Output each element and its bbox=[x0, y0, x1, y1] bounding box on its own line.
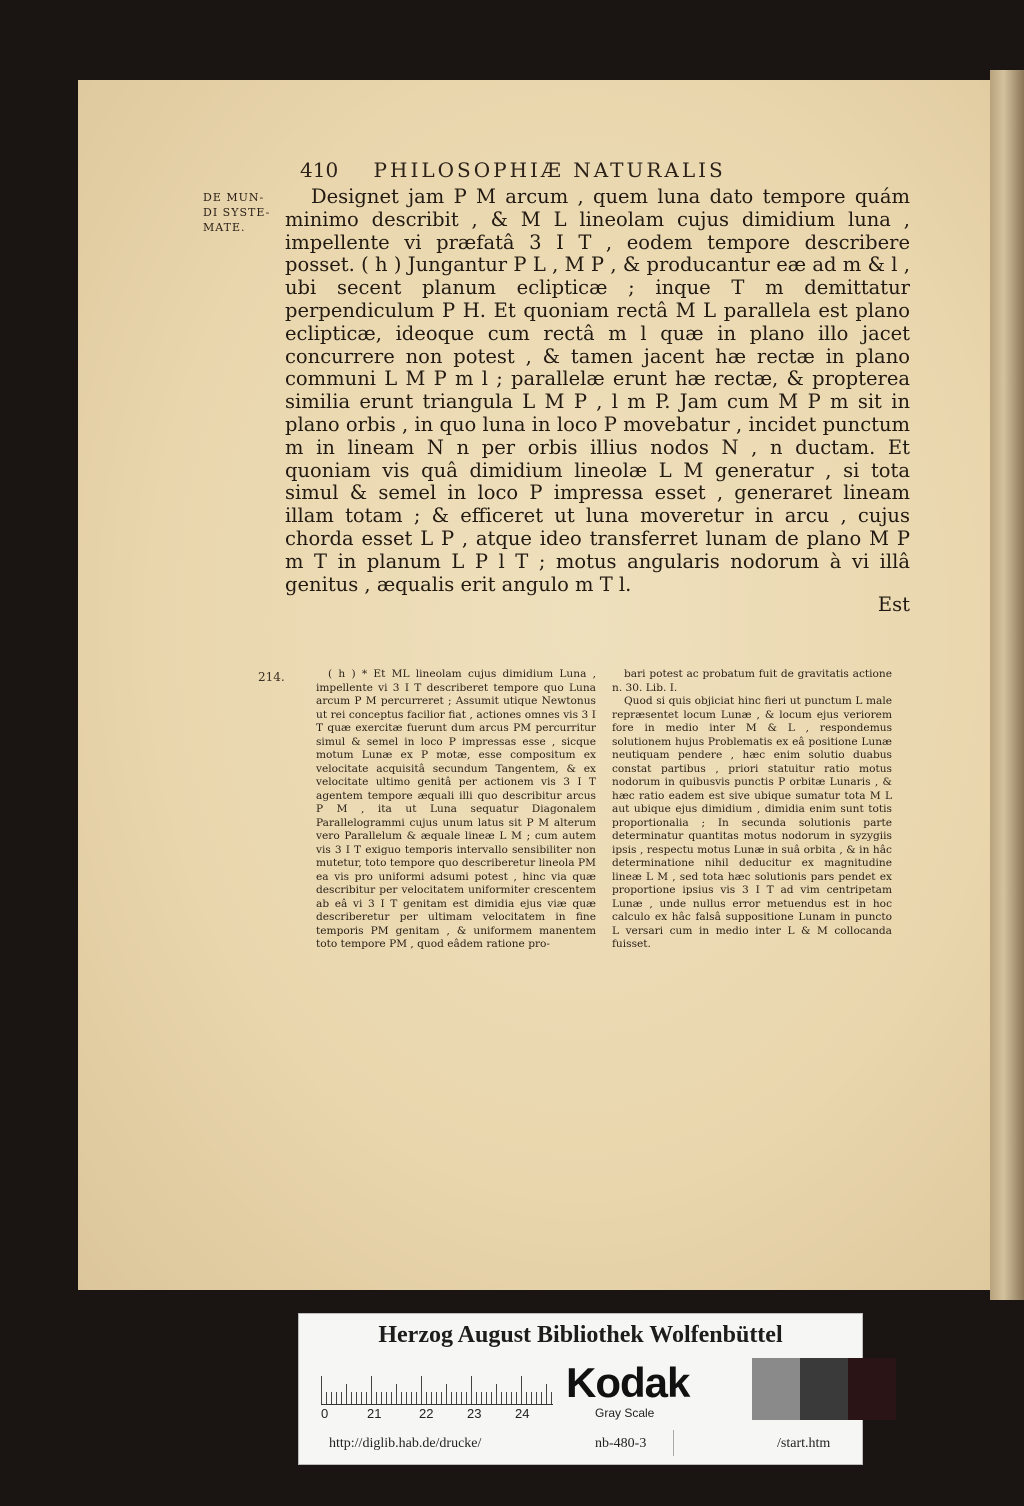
ruler-tick bbox=[461, 1392, 462, 1404]
footnotes bbox=[316, 668, 896, 952]
ruler-tick bbox=[351, 1392, 352, 1404]
ruler-tick bbox=[446, 1384, 447, 1404]
card-title: Herzog August Bibliothek Wolfenbüttel bbox=[378, 1322, 783, 1348]
ruler-tick bbox=[511, 1392, 512, 1404]
ruler-tick bbox=[331, 1392, 332, 1404]
ruler-tick bbox=[371, 1376, 372, 1404]
ruler-tick bbox=[486, 1392, 487, 1404]
ruler-tick bbox=[336, 1392, 337, 1404]
ruler-tick bbox=[546, 1384, 547, 1404]
footnote-column-right bbox=[612, 668, 892, 952]
ruler-tick bbox=[471, 1376, 472, 1404]
ruler-tick bbox=[536, 1392, 537, 1404]
ruler-tick bbox=[346, 1384, 347, 1404]
ruler-tick bbox=[366, 1392, 367, 1404]
ruler-label: 0 bbox=[321, 1406, 329, 1421]
ruler-tick bbox=[466, 1392, 467, 1404]
ruler-label: 22 bbox=[419, 1406, 434, 1421]
ruler-tick bbox=[391, 1392, 392, 1404]
footer-url: http://diglib.hab.de/drucke/ bbox=[329, 1436, 482, 1451]
footnote-paragraph: ( h ) * Et ML lineolam cujus dimidium Luna , impellente vi 3 I T describeret tempore quo Luna arcum P M percurreret ; Assumit utique Newtonus ut rei conceptus facilior fiat , actiones omnes vis 3 I T quæ exercitæ fuerunt dum arcus PM percurritur simul & semel in loco P impressas esse , sicque motum Lunæ ex P motæ, esse compositum ex velocitate acquisitâ secundum Tangentem, & ex velocitate ultimo genitâ per actionem vis 3 I T agentem tempore æquali illi quo describitur arcus P M , ita ut Luna sequatur Diagonalem Parallelogrammi cujus unum latus sit P M alterum vero Parallelum & æquale lineæ L M ; cum autem vis 3 I T exiguo temporis intervallo sensibiliter non mutetur, toto tempore quo describeretur lineola PM ea vis pro uniformi adsumi potest , hinc via quæ describitur per velocitatem uniformiter crescentem ab eâ vi 3 I T genitam est dimidia ejus viæ quæ describeretur per ultimam velocitatem in fine temporis PM genitam , & uniformem manentem toto tempore PM , quod eâdem ratione pro- bbox=[316, 668, 596, 950]
ruler-tick bbox=[431, 1392, 432, 1404]
ruler-tick bbox=[521, 1376, 522, 1404]
ruler-tick bbox=[526, 1392, 527, 1404]
ruler-tick bbox=[321, 1376, 322, 1404]
ruler-tick bbox=[481, 1392, 482, 1404]
ruler-label: 24 bbox=[515, 1406, 530, 1421]
margin-note-line: DE MUN- bbox=[203, 191, 265, 204]
ruler-tick bbox=[441, 1392, 442, 1404]
ruler-tick bbox=[386, 1392, 387, 1404]
ruler-tick bbox=[396, 1384, 397, 1404]
ruler-tick bbox=[426, 1392, 427, 1404]
library-label-card bbox=[298, 1313, 863, 1465]
ruler-tick bbox=[501, 1392, 502, 1404]
gray-swatch bbox=[848, 1358, 896, 1420]
main-text bbox=[285, 186, 910, 617]
scale-ruler bbox=[321, 1364, 553, 1405]
footer-shelfmark: nb-480-3 bbox=[595, 1436, 647, 1451]
ruler-tick bbox=[416, 1392, 417, 1404]
ruler-tick bbox=[411, 1392, 412, 1404]
margin-note-line: MATE. bbox=[203, 221, 246, 234]
ruler-tick bbox=[506, 1392, 507, 1404]
ruler-tick bbox=[551, 1392, 552, 1404]
ruler-tick bbox=[341, 1392, 342, 1404]
book-spine bbox=[990, 70, 1024, 1300]
kodak-logo: Kodak bbox=[566, 1359, 690, 1406]
card-footer bbox=[299, 1432, 862, 1458]
ruler-tick bbox=[401, 1392, 402, 1404]
running-head bbox=[300, 158, 900, 182]
ruler-tick bbox=[516, 1392, 517, 1404]
ruler-tick bbox=[476, 1392, 477, 1404]
ruler-tick bbox=[421, 1376, 422, 1404]
ruler-tick bbox=[381, 1392, 382, 1404]
margin-note bbox=[203, 190, 293, 235]
page-number: 410 bbox=[300, 158, 339, 182]
ruler-tick bbox=[326, 1392, 327, 1404]
gray-scale-swatches bbox=[752, 1358, 896, 1420]
ruler-tick bbox=[531, 1392, 532, 1404]
footnote-column-left bbox=[316, 668, 596, 952]
footnote-paragraph: bari potest ac probatum fuit de gravitatis actione n. 30. Lib. I. bbox=[612, 668, 892, 694]
gray-swatch bbox=[800, 1358, 848, 1420]
ruler-tick bbox=[361, 1392, 362, 1404]
ruler-tick bbox=[436, 1392, 437, 1404]
ruler-tick bbox=[356, 1392, 357, 1404]
main-paragraph: Designet jam P M arcum , quem luna dato tempore quám minimo describit , & M L lineolam cujus dimidium luna , impellente vi præfatâ 3 I T , eodem tempore describere posset. ( h ) Jungantur P L , M P , & producantur eæ ad m & l , ubi secent planum eclipticæ ; inque T m demittatur perpendiculum P H. Et quoniam rectâ M L parallela est plano eclipticæ, ideoque cum rectâ m l quæ in plano illo jacet concurrere non potest , & tamen jacent hæ rectæ in plano communi L M P m l ; parallelæ erunt hæ rectæ, & propterea similia erunt triangula L M P , l m P. Jam cum M P m sit in plano orbis , in quo luna in loco P movebatur , incidet punctum m in lineam N n per orbis illius nodos N , n ductam. Et quoniam vis quâ dimidium lineolæ L M generatur , si tota simul & semel in loco P impressa esset , generaret lineam illam totam ; & efficeret ut luna moveretur in arcu , cujus chorda esset L P , atque ideo transferret lunam de plano M P m T in planum L P l T ; motus angularis nodorum à vi illâ genitus , æqualis erit angulo m T l. bbox=[285, 185, 910, 596]
running-title: PHILOSOPHIÆ NATURALIS bbox=[373, 158, 726, 182]
gray-scale-label: Gray Scale bbox=[595, 1406, 655, 1420]
footnote-paragraph: Quod si quis objiciat hinc fieri ut punctum L male repræsentet locum Lunæ , & locum ejus veriorem fore in medio inter M & L , respondemus solutionem hujus Problematis ex eâ positione Lunæ neutiquam pendere , hæc enim solutio duabus constat partibus , priori statuitur ratio motus nodorum in quibusvis punctis P orbitæ Lunaris , & hæc ratio eadem est sive ubique sumatur tota M L aut ubique ejus dimidium , dimidia enim sunt totis proportionalia ; In secunda solutionis parte determinatur quantitas motus nodorum in syzygiis ipsis , respectu motus Lunæ in suâ orbita , & in hâc determinatione nihil deducitur ex magnitudine lineæ L M , sed tota hæc solutionis pars pendet ex proportione ipsius vis 3 I T ad vim centripetam Lunæ , unde nullus error metuendus est in hoc calculo ex hâc falsâ suppositione Lunam in puncto L versari cum in medio inter L & M collocanda fuisset. bbox=[612, 695, 892, 950]
ruler-tick bbox=[541, 1392, 542, 1404]
margin-note-line: DI SYSTE- bbox=[203, 206, 271, 219]
gray-swatch bbox=[752, 1358, 800, 1420]
footer-start-link: /start.htm bbox=[777, 1436, 831, 1451]
ruler-tick bbox=[406, 1392, 407, 1404]
ruler-tick bbox=[451, 1392, 452, 1404]
ruler-label: 21 bbox=[367, 1406, 382, 1421]
ruler-tick bbox=[491, 1392, 492, 1404]
catchword: Est bbox=[877, 593, 910, 617]
ruler-tick bbox=[496, 1384, 497, 1404]
ruler-label: 23 bbox=[467, 1406, 482, 1421]
ruler-tick bbox=[456, 1392, 457, 1404]
side-number: 214. bbox=[258, 670, 285, 684]
ruler-tick bbox=[376, 1392, 377, 1404]
